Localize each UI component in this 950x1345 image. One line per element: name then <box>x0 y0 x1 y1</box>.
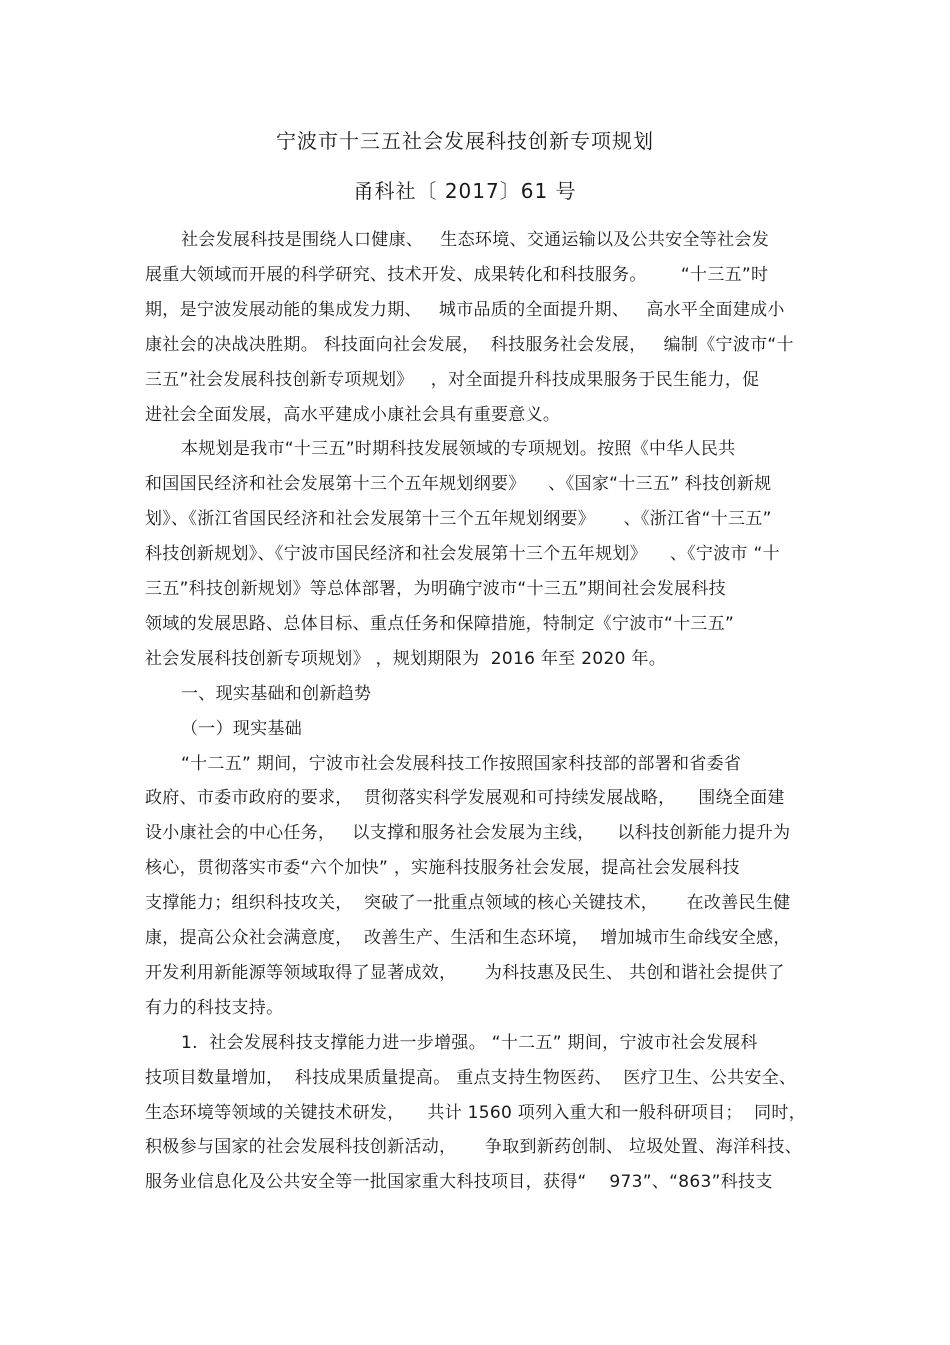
text-line: 社会发展科技创新专项规划》 ，规划期限为 2016 年至 2020 年。 <box>145 648 667 669</box>
text-line: 服务业信息化及公共安全等一批国家重大科技项目，获得“ 973”、“863”科技支 <box>145 1172 773 1193</box>
text-line: 康社会的决战决胜期。 科技面向社会发展， 科技服务社会发展， 编制《宁波市“十 <box>145 334 794 355</box>
text-line: 有力的科技支持。 <box>145 997 284 1018</box>
text-line: 积极参与国家的社会发展科技创新活动， 争取到新药创制、 垃圾处置、海洋科技、 <box>145 1137 803 1158</box>
text-line: 康，提高公众社会满意度， 改善生产、生活和生态环境， 增加城市生命线安全感， <box>145 928 791 948</box>
text-line: 期，是宁波发展动能的集成发力期、 城市品质的全面提升期、 高水平全面建成小 <box>145 299 785 320</box>
text-line: 三五”社会发展科技创新专项规划》 ，对全面提升科技成果服务于民生能力，促 <box>145 369 760 390</box>
text-line: “十二五” 期间，宁波市社会发展科技工作按照国家科技部的部署和省委省 <box>181 753 742 774</box>
text-line: 展重大领域而开展的科学研究、技术开发、成果转化和科技服务。 “十三五”时 <box>145 264 769 285</box>
text-line: 科技创新规划》、《宁波市国民经济和社会发展第十三个五年规划》 、《宁波市 “十 <box>145 544 780 565</box>
text-line: 技项目数量增加， 科技成果质量提高。 重点支持生物医药、 医疗卫生、公共安全、 <box>145 1067 797 1088</box>
text-line: 一、现实基础和创新趋势 <box>181 683 372 704</box>
text-line: 开发利用新能源等领域取得了显著成效， 为科技惠及民生、 共创和谐社会提供了 <box>145 962 785 983</box>
text-line: 生态环境等领域的关键技术研发， 共计 1560 项列入重大和一般科研项目； 同时， <box>145 1102 806 1123</box>
document-title: 宁波市十三五社会发展科技创新专项规划 <box>276 129 654 153</box>
document-number: 甬科社〔 2017〕61 号 <box>353 179 577 203</box>
text-line: 核心，贯彻落实市委“六个加快” ，实施科技服务社会发展，提高社会发展科技 <box>145 858 740 879</box>
text-line: 进社会全面发展，高水平建成小康社会具有重要意义。 <box>145 404 561 425</box>
text-line: 三五”科技创新规划》等总体部署，为明确宁波市“十三五”期间社会发展科技 <box>145 579 726 599</box>
text-line: 1. 社会发展科技支撑能力进一步增强。 “十二五” 期间，宁波市社会发展科 <box>181 1032 758 1053</box>
text-line: 本规划是我市“十三五”时期科技发展领域的专项规划。按照《中华人民共 <box>181 439 736 460</box>
text-line: （一）现实基础 <box>181 718 303 739</box>
text-line: 政府、市委市政府的要求， 贯彻落实科学发展观和可持续发展战略， 围绕全面建 <box>145 788 785 809</box>
text-line: 社会发展科技是围绕人口健康、 生态环境、交通运输以及公共安全等社会发 <box>181 230 770 250</box>
text-line: 领域的发展思路、总体目标、重点任务和保障措施，特制定《宁波市“十三五” <box>145 613 735 634</box>
text-line: 设小康社会的中心任务， 以支撑和服务社会发展为主线， 以科技创新能力提升为 <box>145 823 791 844</box>
text-line: 支撑能力；组织科技攻关， 突破了一批重点领域的核心关键技术， 在改善民生健 <box>145 893 791 914</box>
text-line: 和国国民经济和社会发展第十三个五年规划纲要》 、《国家“十三五” 科技创新规 <box>145 474 772 495</box>
text-line: 划》、《浙江省国民经济和社会发展第十三个五年规划纲要》 、《浙江省“十三五” <box>145 509 772 530</box>
